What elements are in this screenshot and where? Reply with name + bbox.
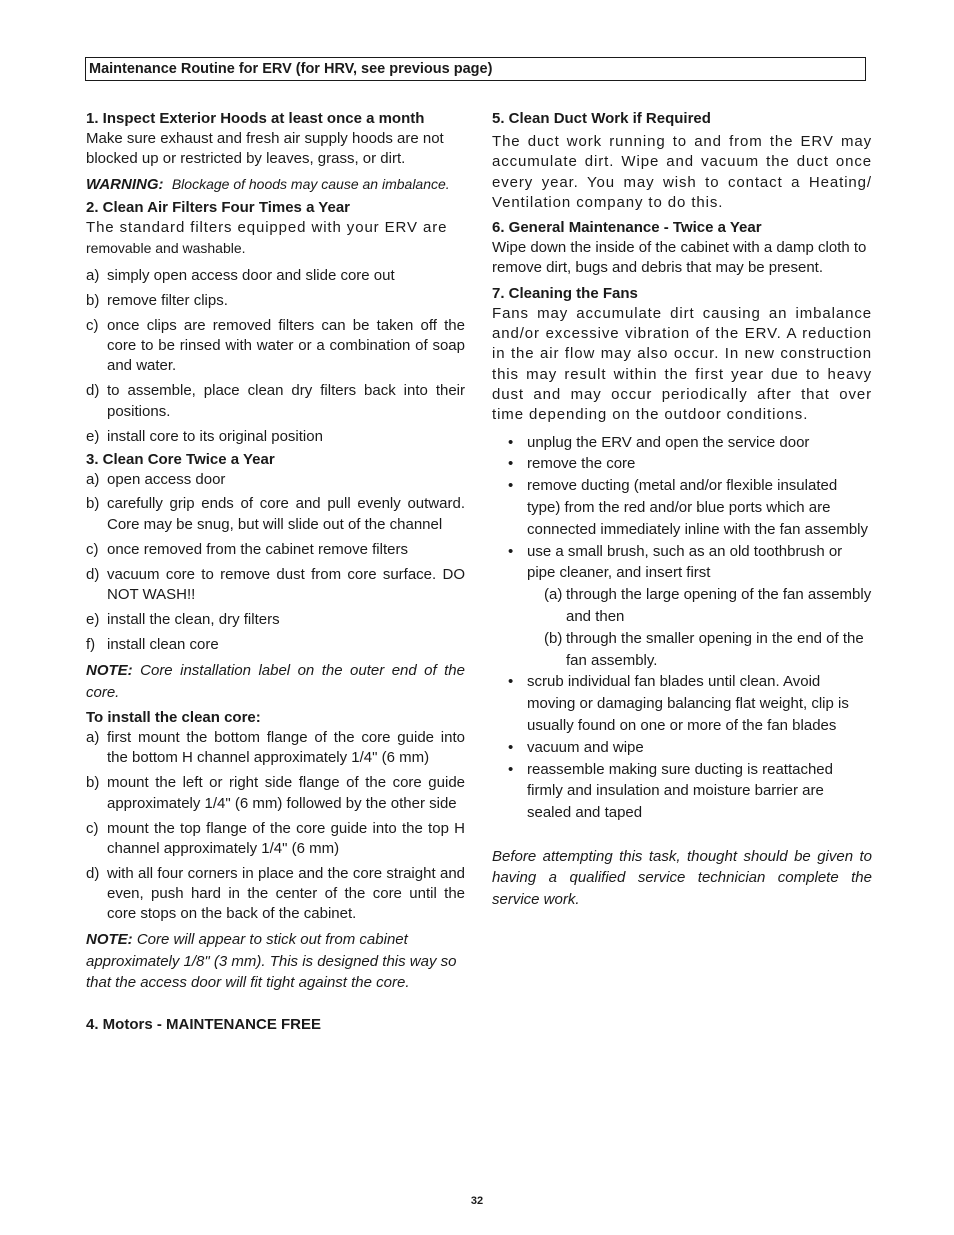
bullet-icon: • [508,433,514,451]
section-5-title: 5. Clean Duct Work if Required [492,110,711,127]
bullet-item [508,541,872,585]
bullet-item [508,671,872,736]
note-label: NOTE: [86,931,133,949]
section-2-title: 2. Clean Air Filters Four Times a Year [86,199,351,217]
sub-step-text: through the smaller opening in the end of the fan assembly. [566,629,864,669]
list-item-text: simply open access door and slide core out [107,266,395,284]
list-item-text: install clean core [107,636,219,654]
bullet-text: scrub individual fan blades until clean. Avoid moving or damaging balancing flat weight, clip is usually found on one or more of the fan blades [527,673,849,734]
section-6-body: Wipe down the inside of the cabinet with a damp cloth to remove dirt, bugs and debris that may be present. [492,239,867,277]
bullet-text: use a small brush, such as an old toothbrush or pipe cleaner, and insert first [527,542,843,582]
bullet-item [508,475,872,540]
install-step [86,819,465,860]
core-step [86,610,465,630]
install-step [86,728,465,769]
section-2-body-line1: The standard filters equipped with your ERV are [86,219,448,237]
bullet-icon: • [508,760,514,778]
section-2-body-line2: removable and washable. [86,240,246,257]
list-marker: b) [86,495,100,513]
filter-steps-list [86,266,465,447]
warning-note [86,174,465,196]
list-marker: f) [86,636,96,654]
bullet-icon: • [508,673,514,691]
core-steps-list [86,470,465,656]
section-7-title: 7. Cleaning the Fans [492,284,638,302]
list-marker: c) [86,540,99,558]
list-item-text: mount the top flange of the core guide into the top H channel approximately 1/4" (6 mm) [107,819,465,857]
list-item-text: once removed from the cabinet remove filters [107,540,408,558]
right-column [492,108,872,912]
install-core-title: To install the clean core: [86,709,261,726]
core-step [86,565,465,606]
bullet-item [508,453,872,475]
filter-step [86,381,465,422]
technician-advice: Before attempting this task, thought should be given to having a qualified service technician complete the service work. [492,847,872,908]
install-step [86,773,465,814]
list-item-text: remove filter clips. [107,291,228,309]
sub-step [544,628,872,672]
left-column [86,108,465,1035]
list-marker: e) [86,427,100,445]
list-marker: a) [86,729,100,746]
core-step [86,494,465,535]
list-marker: d) [86,565,100,583]
bullet-text: reassemble making sure ducting is reattached firmly and insulation and moisture barrier are sealed and taped [527,760,833,822]
filter-step [86,291,465,311]
core-label-note [86,660,465,703]
fan-cleaning-list [492,432,872,585]
bullet-icon: • [508,477,514,495]
note-text: Core installation label on the outer end of the core. [86,662,465,701]
list-item-text: mount the left or right side flange of the core guide approximately 1/4" (6 mm) followed by the other side [107,774,465,812]
install-step [86,864,465,925]
note-text: Core will appear to stick out from cabinet approximately 1/8" (3 mm). This is designed this way so that the access door will fit tight against the core. [86,931,457,992]
list-marker: c) [86,316,99,334]
list-marker: c) [86,819,99,837]
section-7-body: Fans may accumulate dirt causing an imbalance and/or excessive vibration of the ERV. A reduction in the air flow may also occur. In new construction this may result within the first year due to heavy dust and may occur periodically after that over time depending on the outdoor conditions. [492,304,872,424]
list-marker: b) [86,291,100,309]
list-marker: e) [86,611,100,629]
bullet-text: unplug the ERV and open the service door [527,433,810,451]
warning-label: WARNING: [86,175,164,193]
core-stick-out-note [86,929,465,994]
filter-step [86,266,465,286]
list-item-text: once clips are removed filters can be taken off the core to be rinsed with water or a combination of soap and water. [107,316,465,375]
section-3-title: 3. Clean Core Twice a Year [86,450,275,468]
bullet-item [508,432,872,454]
list-item-text: install core to its original position [107,427,323,445]
warning-text: Blockage of hoods may cause an imbalance. [171,175,450,192]
bullet-icon: • [508,738,514,756]
bullet-text: remove ducting (metal and/or flexible insulated type) from the red and/or blue ports which are connected immediately inline with the fan assembly [527,477,869,538]
section-4-title: 4. Motors - MAINTENANCE FREE [86,1015,322,1033]
filter-step [86,427,465,447]
section-1-body: Make sure exhaust and fresh air supply hoods are not blocked up or restricted by leaves, grass, or dirt. [86,130,444,168]
sub-step-marker: (a) [544,586,563,604]
bullet-icon: • [508,455,514,473]
core-step [86,635,465,655]
list-item-text: first mount the bottom flange of the core guide into the bottom H channel approximately 1/4" (6 mm) [107,729,465,767]
list-marker: d) [86,382,100,400]
section-6-title: 6. General Maintenance - Twice a Year [492,219,762,237]
sub-step-marker: (b) [544,629,563,647]
bullet-text: vacuum and wipe [527,738,644,756]
core-step [86,540,465,560]
note-label: NOTE: [86,662,133,679]
list-item-text: carefully grip ends of core and pull evenly outward. Core may be snug, but will slide out of the channel [107,495,465,533]
bullet-item [508,737,872,759]
section-1-title: 1. Inspect Exterior Hoods at least once a month [86,110,425,127]
sub-step [544,584,872,628]
list-item-text: to assemble, place clean dry filters back into their positions. [107,382,465,420]
sub-step-text: through the large opening of the fan assembly and then [566,586,872,625]
list-marker: d) [86,864,100,882]
list-item-text: vacuum core to remove dust from core surface. DO NOT WASH!! [107,565,465,604]
list-marker: a) [86,470,100,488]
list-marker: b) [86,774,100,792]
fan-cleaning-list-continued [492,671,872,824]
page-number: 32 [470,1195,484,1207]
section-header: Maintenance Routine for ERV (for HRV, see previous page) [85,57,866,81]
list-item-text: open access door [107,470,226,488]
bullet-item [508,759,872,824]
list-marker: a) [86,266,100,284]
list-item-text: with all four corners in place and the core straight and even, push hard in the center of the core until the core stops on the back of the cabinet. [107,864,465,923]
bullet-icon: • [508,542,514,560]
bullet-text: remove the core [527,455,636,473]
filter-step [86,316,465,377]
list-item-text: install the clean, dry filters [107,611,280,629]
install-core-steps-list [86,728,465,925]
section-5-body: The duct work running to and from the ERV may accumulate dirt. Wipe and vacuum the duct once every year. You may wish to contact a Heating/ Ventilation company to do this. [492,133,872,211]
core-step [86,470,465,490]
brush-sub-steps [492,584,872,671]
